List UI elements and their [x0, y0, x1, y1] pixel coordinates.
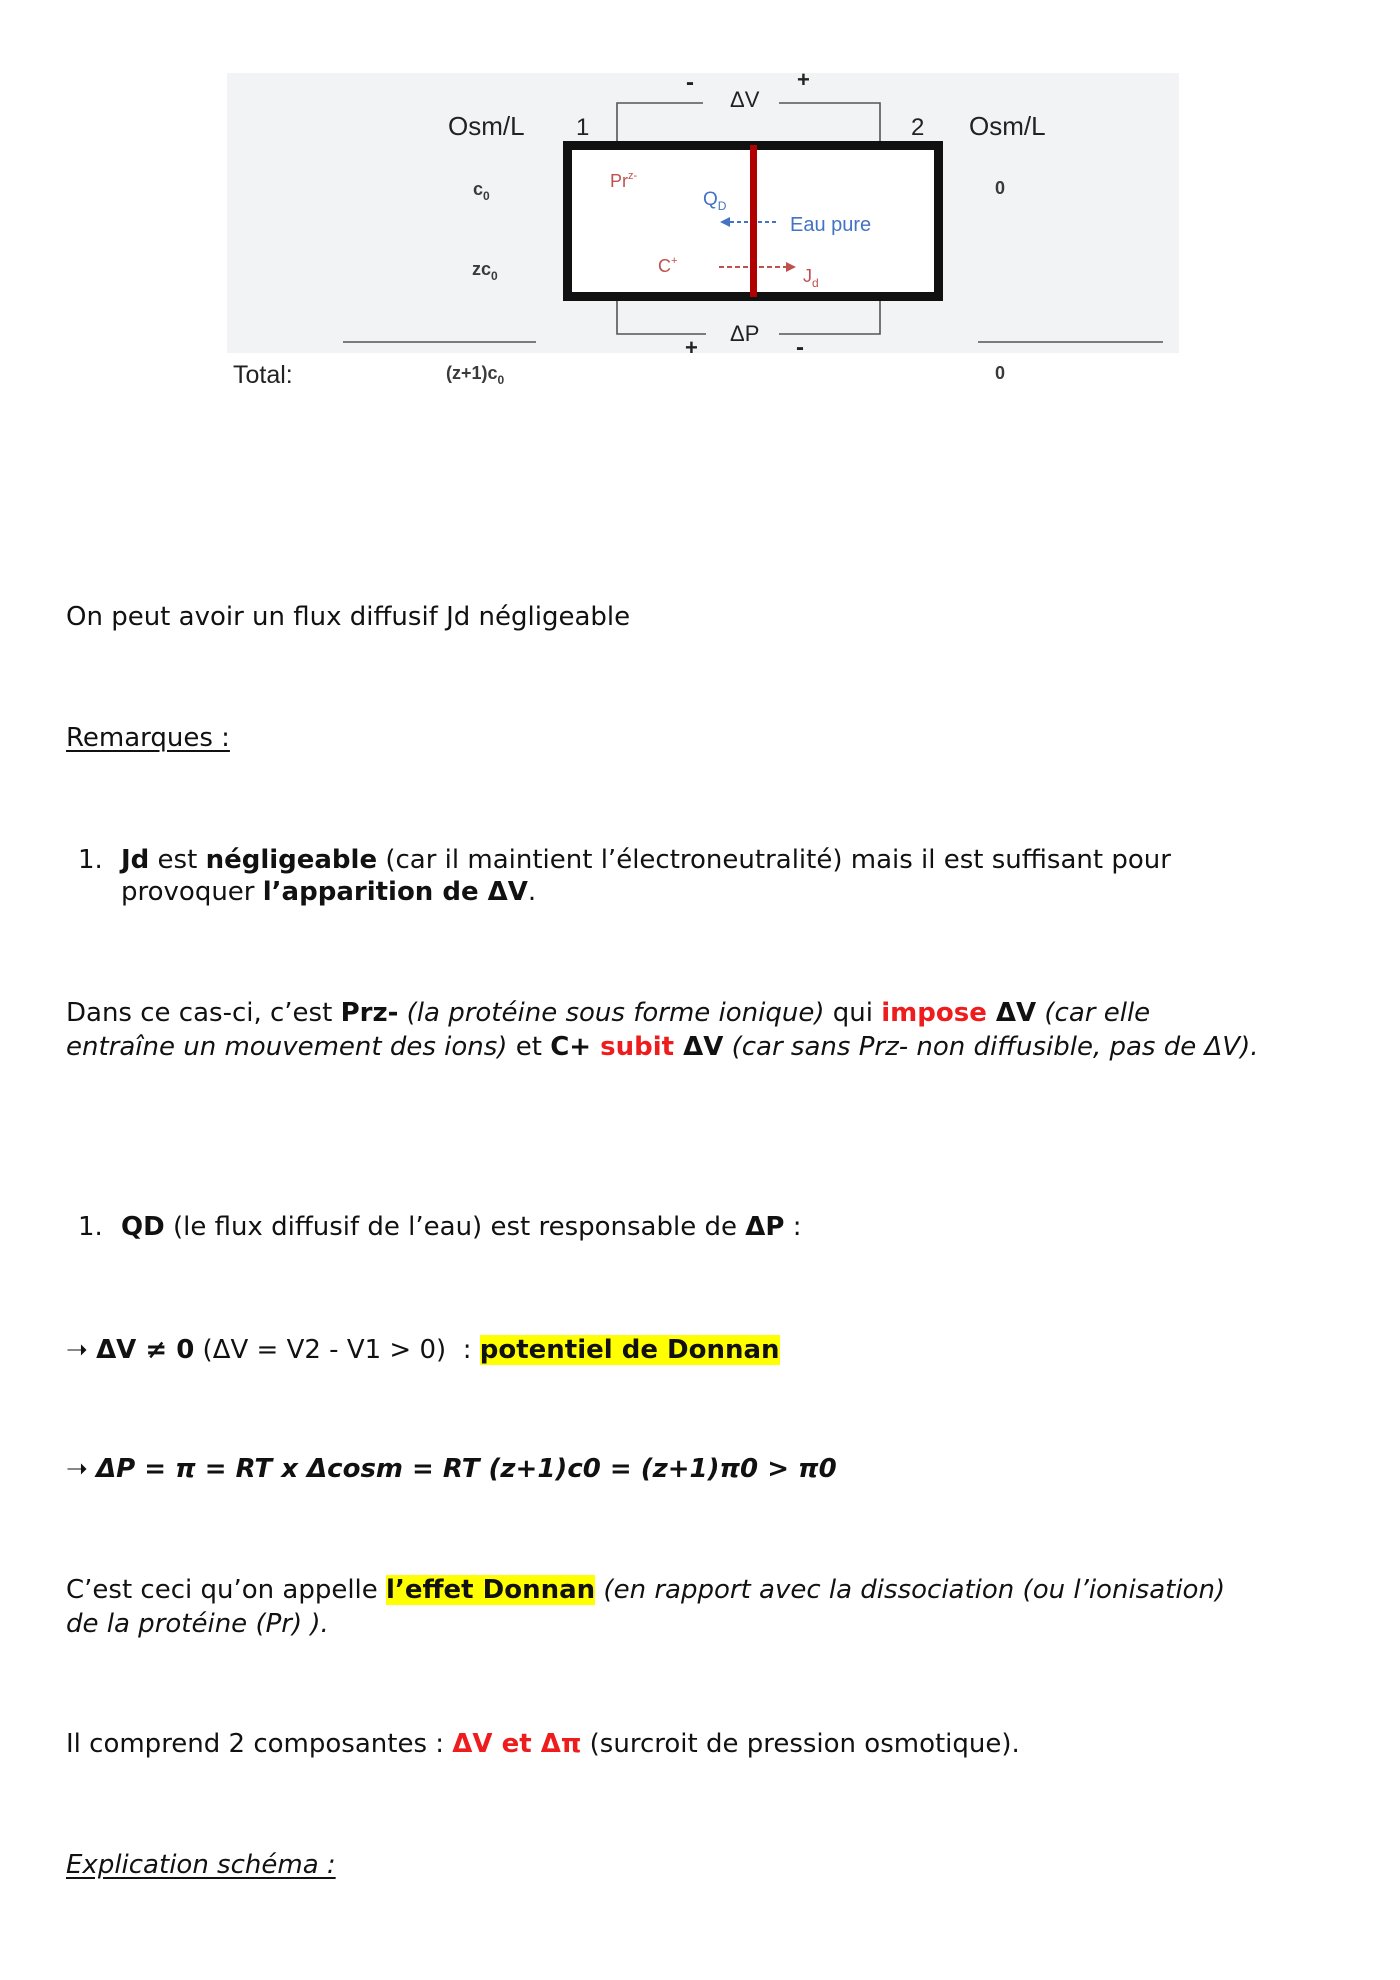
- case-paragraph-line-1: [66, 997, 1380, 1029]
- intro-sentence: On peut avoir un flux diffusif Jd négligeable: [66, 602, 631, 632]
- consequence-2: [66, 1453, 1380, 1485]
- protein-symbol: Pr: [610, 171, 628, 191]
- consequence-1: [66, 1334, 1380, 1366]
- left-unit-label: Osm/L: [448, 111, 525, 141]
- donnan-paragraph-line-2: [66, 1608, 1380, 1640]
- italic-run: (car elle: [1036, 998, 1151, 1028]
- remark-2-line-1: [121, 1211, 1380, 1243]
- case-paragraph-line-2: [66, 1031, 1380, 1063]
- right-unit-label: Osm/L: [969, 111, 1046, 141]
- potential-label: ΔV: [730, 87, 760, 112]
- left-total-base: (z+1)c: [446, 363, 498, 383]
- text-run: est: [149, 845, 206, 875]
- water-flux-subscript: D: [717, 199, 727, 213]
- arrow-icon: ➝: [66, 1454, 97, 1484]
- compartment-1-label: 1: [576, 114, 590, 141]
- text-run: (surcroit de pression osmotique).: [581, 1729, 1020, 1759]
- delta-p-term: ΔP: [745, 1212, 785, 1242]
- pressure-equation: ΔP = π = RT x Δcosm = RT (z+1)c0 = (z+1)π0 > π0: [96, 1454, 837, 1484]
- appearance-term: l’apparition de ΔV: [262, 877, 528, 907]
- left-total: [446, 363, 505, 387]
- right-concentration: 0: [995, 178, 1006, 198]
- conc-base: zc: [472, 259, 492, 279]
- italic-run: de la protéine (Pr) ).: [66, 1609, 329, 1639]
- cation-term: C+: [550, 1032, 601, 1062]
- text-run: qui: [824, 998, 882, 1028]
- delta-v-term: ΔV: [986, 998, 1037, 1028]
- delta-v-nonzero: ΔV ≠ 0: [96, 1335, 195, 1365]
- text-run: (ΔV = V2 - V1 > 0) :: [194, 1335, 480, 1365]
- membrane: [750, 145, 757, 297]
- donnan-diagram: [0, 0, 1400, 420]
- pressure-left-sign: +: [685, 335, 698, 360]
- water-flux-symbol: Q: [703, 189, 718, 210]
- impose-term: impose: [881, 998, 987, 1028]
- donnan-potential-highlight: potentiel de Donnan: [479, 1335, 780, 1365]
- italic-run: (en rapport avec la dissociation (ou l’ionisation): [595, 1575, 1226, 1605]
- protein-term: Prz-: [340, 998, 399, 1028]
- pressure-right-sign: -: [796, 334, 804, 361]
- text-run: C’est ceci qu’on appelle: [66, 1575, 387, 1605]
- text-run: :: [784, 1212, 802, 1242]
- remark-2-number: 1.: [78, 1212, 103, 1242]
- remark-1-line-1: [121, 844, 1380, 876]
- explanation-heading: Explication schéma :: [66, 1850, 336, 1880]
- conc-subscript: 0: [491, 269, 498, 283]
- remark-1-line-2: [121, 876, 1380, 908]
- protein-charge: z-: [628, 170, 638, 182]
- potential-left-sign: -: [686, 69, 694, 96]
- text-run: Il comprend 2 composantes :: [66, 1729, 453, 1759]
- jd-term: Jd: [121, 845, 150, 875]
- cation-symbol: C: [658, 256, 671, 276]
- ion-flux-symbol: J: [803, 266, 812, 286]
- italic-run: (la protéine sous forme ionique): [398, 998, 825, 1028]
- ion-flux-subscript: d: [812, 276, 819, 290]
- text-run: (le flux diffusif de l’eau) est responsable de: [164, 1212, 746, 1242]
- compartment-2-label: 2: [911, 114, 925, 141]
- donnan-effect-highlight: l’effet Donnan: [386, 1575, 596, 1605]
- text-run: (car il maintient l’électroneutralité) mais il est suffisant pour: [377, 845, 1171, 875]
- delta-v-term: ΔV: [674, 1032, 724, 1062]
- undergo-term: subit: [600, 1032, 675, 1062]
- text-run: Dans ce cas-ci, c’est: [66, 998, 341, 1028]
- conc-base: c: [473, 179, 484, 199]
- pure-water-label: Eau pure: [790, 214, 872, 236]
- remark-1-number: 1.: [78, 845, 103, 875]
- potential-right-sign: +: [797, 67, 810, 92]
- total-label: Total:: [233, 361, 293, 389]
- arrow-icon: ➝: [66, 1335, 97, 1365]
- italic-run: (car sans Prz- non diffusible, pas de ΔV).: [723, 1032, 1259, 1062]
- left-total-subscript: 0: [497, 373, 505, 387]
- conc-subscript: 0: [483, 189, 490, 203]
- cation-charge: +: [671, 255, 678, 267]
- italic-run: entraîne un mouvement des ions): [66, 1032, 508, 1062]
- components-term: ΔV et Δπ: [452, 1729, 582, 1759]
- pressure-label: ΔP: [730, 321, 760, 346]
- negligible-term: négligeable: [205, 845, 378, 875]
- text-run: provoquer: [121, 877, 263, 907]
- remarks-heading: Remarques :: [66, 723, 230, 753]
- right-total: 0: [995, 363, 1006, 383]
- text-run: et: [507, 1032, 551, 1062]
- qd-term: QD: [121, 1212, 165, 1242]
- components-sentence: [66, 1728, 1380, 1760]
- donnan-paragraph-line-1: [66, 1574, 1380, 1606]
- text-run: .: [527, 877, 537, 907]
